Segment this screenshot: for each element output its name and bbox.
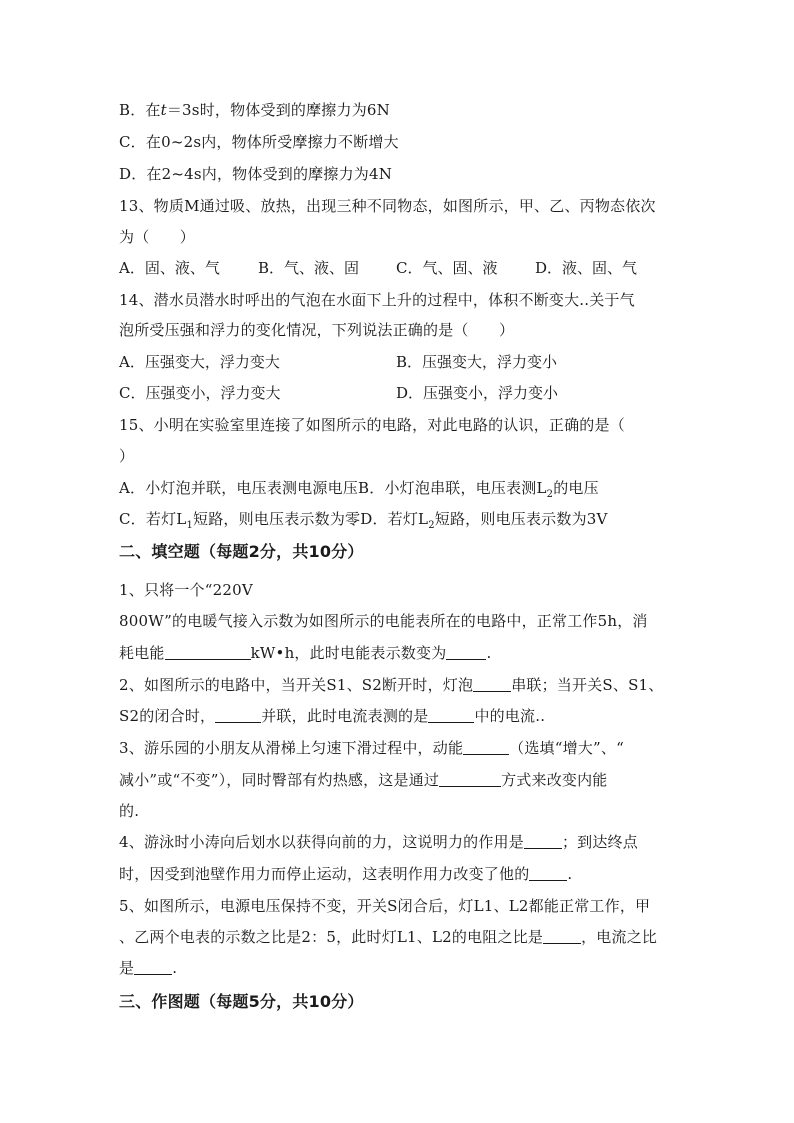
- fill3-line2: 减小”或“不变”），同时臀部有灼热感，这是通过 方式来改变内能: [119, 771, 608, 789]
- q12-option-c: C．在0~2s内，物体所受摩擦力不断增大: [119, 133, 399, 151]
- fill2-blank-series[interactable]: [473, 675, 511, 692]
- q13-option-b: B．气、液、固: [258, 259, 360, 277]
- section3-heading: 三、作图题（每题5分，共10分）: [119, 992, 364, 1011]
- q12-option-d: D．在2~4s内，物体受到的摩擦力为4N: [119, 165, 393, 183]
- q13-stem-line2: 为（ ）: [119, 228, 196, 246]
- fill5-line1: 5、如图所示，电源电压保持不变，开关S闭合后，灯L1、L2都能正常工作，甲: [119, 897, 651, 915]
- q15-stem-line2: ）: [119, 447, 135, 465]
- q14-option-a: A．压强变大，浮力变大: [119, 353, 280, 371]
- q14-option-c: C．压强变小，浮力变大: [119, 384, 281, 402]
- fill5-blank-current-ratio[interactable]: [134, 958, 172, 975]
- q12-option-b: B．在t＝3s时，物体受到的摩擦力为6N: [119, 101, 390, 119]
- fill4-blank-motion[interactable]: [529, 864, 567, 881]
- fill2-line1: 2、如图所示的电路中，当开关S1、S2断开时，灯泡 串联；当开关S、S1、: [119, 676, 664, 694]
- q15-option-c: C．若灯$L_1$短路，则电压表示数为零: [119, 510, 361, 531]
- fill2-line2: S2的闭合时， 并联，此时电流表测的是 中的电流..: [119, 707, 546, 725]
- q14-stem-line2: 泡所受压强和浮力的变化情况，下列说法正确的是（ ）: [119, 321, 515, 339]
- fill3-blank-method[interactable]: [439, 770, 501, 787]
- q15-options-cd: [119, 509, 608, 536]
- fill3-line1: 3、游乐园的小朋友从滑梯上匀速下滑过程中，动能 （选填“增大”、“: [119, 739, 624, 757]
- fill1-line2: 800W”的电暖气接入示数为如图所示的电能表所在的电路中，正常工作5h，消: [119, 612, 648, 630]
- q13-option-a: A．固、液、气: [119, 259, 220, 277]
- fill4-line1: 4、游泳时小涛向后划水以获得向前的力，这说明力的作用是 ；到达终点: [119, 833, 638, 851]
- fill4-blank-mutual[interactable]: [524, 832, 562, 849]
- fill3-blank-kinetic[interactable]: [463, 738, 509, 755]
- fill3-line3: 的.: [119, 802, 140, 820]
- q14-option-d: D．压强变小，浮力变小: [396, 384, 559, 402]
- q15-option-a: A．小灯泡并联，电压表测电源电压: [119, 479, 359, 497]
- fill5-line2: 、乙两个电表的示数之比是2：5，此时灯L1、L2的电阻之比是 ，电流之比: [119, 928, 658, 946]
- q15-option-d: D．若灯$L_2$短路，则电压表示数为3V: [360, 510, 608, 531]
- section2-heading: 二、填空题（每题2分，共10分）: [119, 542, 364, 561]
- fill5-blank-resistance[interactable]: [543, 927, 581, 944]
- fill1-blank-energy[interactable]: [165, 643, 251, 660]
- fill2-blank-current[interactable]: [428, 706, 474, 723]
- fill2-blank-parallel[interactable]: [215, 706, 261, 723]
- fill1-blank-reading[interactable]: [446, 643, 486, 660]
- fill1-line1: 1、只将一个“220V: [119, 581, 253, 599]
- fill1-line3: 耗电能 kW•h，此时电能表示数变为 .: [119, 644, 492, 662]
- q14-stem-line1: 14、潜水员潜水时呼出的气泡在水面下上升的过程中，体积不断变大..关于气: [119, 291, 635, 309]
- q15-stem-line1: 15、小明在实验室里连接了如图所示的电路，对此电路的认识，正确的是（: [119, 416, 625, 434]
- q13-stem-line1: 13、物质M通过吸、放热，出现三种不同物态，如图所示，甲、乙、丙物态依次: [119, 197, 656, 215]
- q15-options-ab: [119, 478, 599, 505]
- q13-option-c: C．气、固、液: [396, 259, 498, 277]
- fill5-line3: 是 .: [119, 959, 178, 977]
- q15-option-b: B．小灯泡串联，电压表测$L_2$的电压: [358, 479, 599, 500]
- fill4-line2: 时，因受到池壁作用力而停止运动，这表明作用力改变了他的 .: [119, 865, 573, 883]
- q13-option-d: D．液、固、气: [535, 259, 638, 277]
- q14-option-b: B．压强变大，浮力变小: [396, 353, 558, 371]
